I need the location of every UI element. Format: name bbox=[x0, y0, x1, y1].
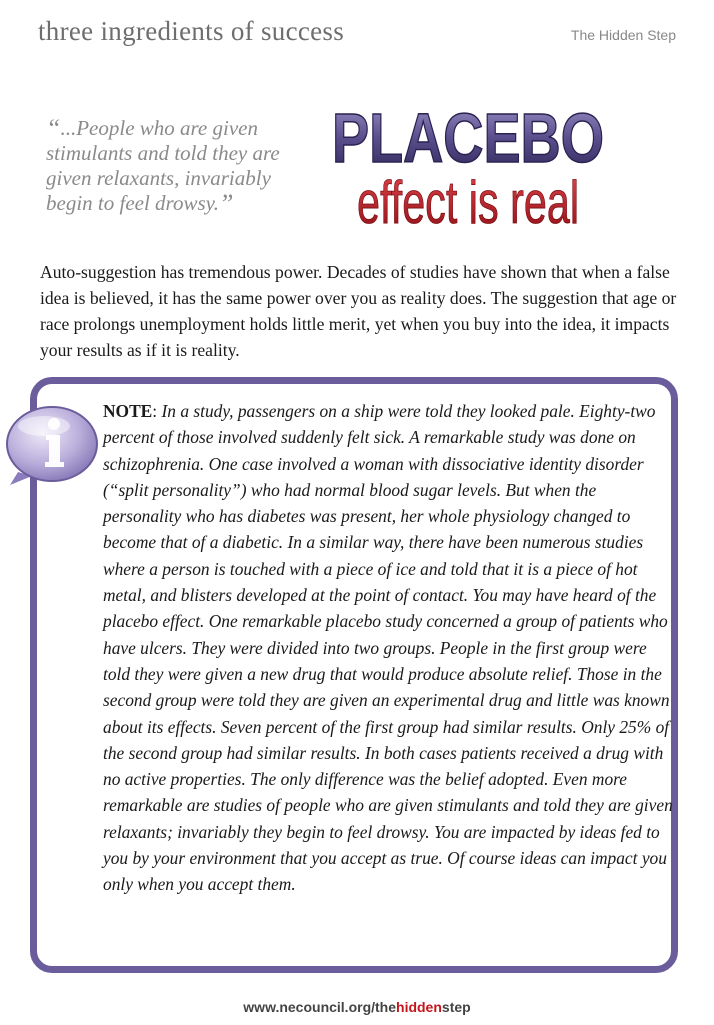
footer-url-prefix: www.necouncil.org/the bbox=[243, 999, 397, 1015]
info-icon bbox=[4, 404, 100, 486]
footer-url-suffix: step bbox=[441, 999, 471, 1015]
note-label: NOTE bbox=[103, 401, 153, 421]
page-header-title: three ingredients of success bbox=[38, 16, 345, 46]
pull-quote bbox=[46, 116, 316, 216]
footer-url-highlight: hidden bbox=[396, 999, 442, 1015]
note-body: In a study, passengers on a ship were told they looked pale. Eighty-two percent of those involved suddenly felt sick. A remarkable study was done on schizophrenia. One case involved a woman with dissociative identity disorder (“split personality”) who had normal blood sugar levels. But when the personality who has diabetes was present, her whole physiology changed to become that of a diabetic. In a similar way, there have been numerous studies where a person is touched with a piece of ice and told that it is a piece of hot metal, and blisters developed at the point of contact. You may have heard of the placebo effect. One remarkable placebo study concerned a group of patients who have ulcers. They were divided into two groups. People in the first group were told they were given a new drug that would produce absolute relief. Those in the second group were told they are given an experimental drug and little was known about its effects. Seven percent of the first group had similar results. Only 25% of the second group had similar results. In both cases patients received a drug with no active properties. The only difference was the belief adopted. Even more remarkable are studies of people who are given stimulants and told they are given relaxants; invariably they begin to feel drowsy. You are impacted by ideas fed to you by your environment that you accept as true. Of course ideas can impact you only when you accept them. bbox=[103, 401, 673, 895]
hero-line-placebo: PLACEBO bbox=[332, 99, 604, 177]
placebo-hero-graphic bbox=[318, 90, 618, 235]
pull-quote-text: ...People who are given stimulants and told they are given relaxants, invariably begin to feel drowsy. bbox=[46, 116, 280, 215]
note-colon: : bbox=[152, 401, 158, 421]
open-quote-mark: “ bbox=[46, 114, 61, 143]
hero-line-effect-is-real: effect is real bbox=[357, 169, 579, 236]
intro-paragraph: Auto-suggestion has tremendous power. Decades of studies have shown that when a false idea is believed, it has the same power over you as reality does. The suggestion that age or race prolongs unemployment holds little merit, yet when you buy into the idea, it impacts your results as if it is reality. bbox=[40, 262, 677, 360]
header-brand: The Hidden Step bbox=[570, 27, 676, 43]
close-quote-mark: ” bbox=[219, 189, 234, 218]
note-text bbox=[103, 398, 677, 898]
footer-url-link[interactable] bbox=[0, 999, 714, 1015]
